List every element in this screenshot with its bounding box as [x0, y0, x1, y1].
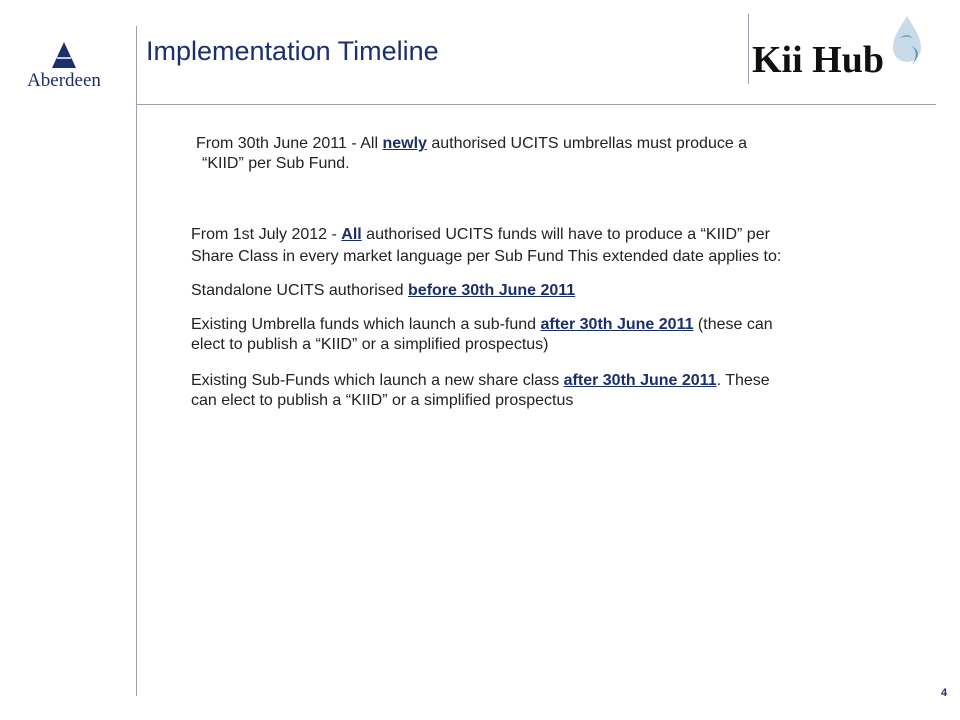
- timeline-item-all: [191, 224, 781, 268]
- aberdeen-wordmark: Aberdeen: [27, 70, 101, 91]
- item-text: (these can: [693, 316, 773, 333]
- kii-hub-wordmark: Kii Hub: [752, 39, 884, 81]
- item-text: Existing Sub-Funds which launch a new share class: [191, 372, 564, 389]
- water-drop-icon: [890, 14, 924, 72]
- page-title: Implementation Timeline: [146, 36, 439, 66]
- page-number: 4: [941, 687, 948, 699]
- emphasis-date: before 30th June 2011: [408, 282, 576, 299]
- emphasis-date: after 30th June 2011: [540, 316, 694, 333]
- aberdeen-triangle-icon: [8, 40, 120, 70]
- vertical-divider: [136, 26, 137, 696]
- item-text: can elect to publish a “KIID” or a simplified prospectus: [191, 392, 574, 409]
- item-text: authorised UCITS umbrellas must produce a: [426, 135, 748, 152]
- emphasis-date: after 30th June 2011: [563, 372, 717, 389]
- aberdeen-logo: [8, 40, 120, 100]
- item-text: Standalone UCITS authorised: [191, 282, 409, 299]
- item-text: elect to publish a “KIID” or a simplified prospectus): [191, 336, 549, 353]
- emphasis-all: All: [341, 226, 362, 243]
- sub-item-standalone: [191, 281, 575, 301]
- emphasis-newly: newly: [382, 135, 427, 152]
- header-divider: [136, 104, 936, 105]
- sub-item-umbrella: [191, 315, 773, 355]
- item-text: Existing Umbrella funds which launch a sub-fund: [191, 316, 541, 333]
- item-text: From 1st July 2012 -: [191, 226, 342, 243]
- item-text: Share Class in every market language per Sub Fund This extended date applies to:: [191, 248, 782, 265]
- kii-hub-logo: [748, 14, 924, 84]
- timeline-item-newly: [196, 134, 747, 174]
- sub-item-sub-funds: [191, 371, 770, 411]
- logo-edge: [748, 14, 749, 84]
- item-text: . These: [716, 372, 770, 389]
- item-text: From 30th June 2011 - All: [196, 135, 383, 152]
- item-text: authorised UCITS funds will have to produce a “KIID” per: [361, 226, 770, 243]
- item-text: “KIID” per Sub Fund.: [202, 155, 350, 172]
